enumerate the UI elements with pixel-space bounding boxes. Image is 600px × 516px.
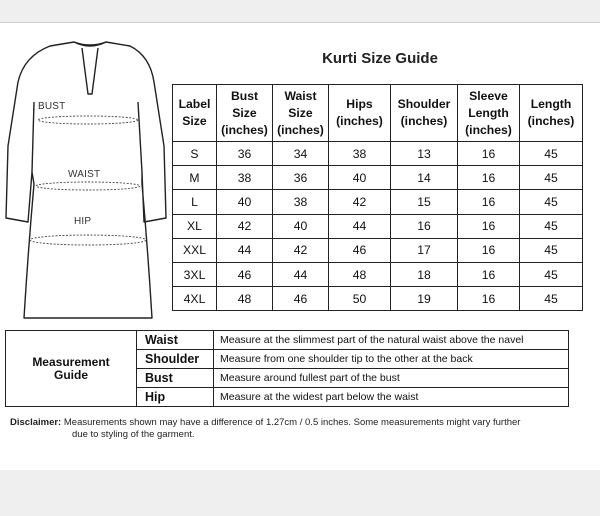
measurement-guide-table [5, 330, 569, 407]
shoulder-cell: 15 [391, 190, 458, 214]
header-waist: Waist Size (inches) [273, 85, 329, 142]
size-cell: XXL [173, 238, 217, 262]
sleeve-cell: 16 [458, 142, 520, 166]
hips-cell: 38 [329, 142, 391, 166]
hips-cell: 50 [329, 287, 391, 311]
sleeve-cell: 16 [458, 166, 520, 190]
table-row [173, 142, 583, 166]
table-row [173, 166, 583, 190]
length-cell: 45 [520, 262, 583, 286]
length-cell: 45 [520, 190, 583, 214]
waist-cell: 36 [273, 166, 329, 190]
bust-label: BUST [38, 101, 66, 112]
sleeve-cell: 16 [458, 238, 520, 262]
guide-key: Bust [137, 369, 214, 388]
size-table [172, 84, 583, 311]
shoulder-cell: 13 [391, 142, 458, 166]
bottom-bar [0, 470, 600, 516]
waist-cell: 42 [273, 238, 329, 262]
table-row [173, 214, 583, 238]
waist-cell: 38 [273, 190, 329, 214]
bust-cell: 38 [217, 166, 273, 190]
length-cell: 45 [520, 238, 583, 262]
guide-value: Measure at the widest part below the waist [214, 388, 569, 407]
shoulder-cell: 14 [391, 166, 458, 190]
shoulder-cell: 19 [391, 287, 458, 311]
header-bust: Bust Size (inches) [217, 85, 273, 142]
waist-cell: 46 [273, 287, 329, 311]
guide-key: Waist [137, 331, 214, 350]
bust-cell: 40 [217, 190, 273, 214]
table-row [173, 238, 583, 262]
sleeve-cell: 16 [458, 190, 520, 214]
size-cell: 3XL [173, 262, 217, 286]
guide-value: Measure around fullest part of the bust [214, 369, 569, 388]
hips-cell: 46 [329, 238, 391, 262]
table-row [173, 190, 583, 214]
bust-cell: 36 [217, 142, 273, 166]
guide-value: Measure at the slimmest part of the natural waist above the navel [214, 331, 569, 350]
size-cell: XL [173, 214, 217, 238]
bust-cell: 48 [217, 287, 273, 311]
guide-row [6, 331, 569, 350]
measurement-guide-label: Measurement Guide [6, 331, 137, 407]
size-cell: M [173, 166, 217, 190]
bust-cell: 44 [217, 238, 273, 262]
disclaimer-label: Disclaimer: [10, 417, 62, 428]
header-hips: Hips (inches) [329, 85, 391, 142]
length-cell: 45 [520, 166, 583, 190]
hips-cell: 44 [329, 214, 391, 238]
size-cell: L [173, 190, 217, 214]
disclaimer-line-2: due to styling of the garment. [72, 429, 195, 440]
sleeve-cell: 16 [458, 287, 520, 311]
shoulder-cell: 16 [391, 214, 458, 238]
size-cell: S [173, 142, 217, 166]
top-bar [0, 0, 600, 22]
bust-cell: 46 [217, 262, 273, 286]
waist-cell: 40 [273, 214, 329, 238]
disclaimer-line-1: Measurements shown may have a difference of 1.27cm / 0.5 inches. Some measurements might vary further [63, 417, 521, 428]
waist-cell: 44 [273, 262, 329, 286]
hips-cell: 42 [329, 190, 391, 214]
header-length: Length (inches) [520, 85, 583, 142]
header-shoulder: Shoulder (inches) [391, 85, 458, 142]
header-label-size: Label Size [173, 85, 217, 142]
length-cell: 45 [520, 214, 583, 238]
shoulder-cell: 18 [391, 262, 458, 286]
table-row [173, 262, 583, 286]
page-title: Kurti Size Guide [322, 50, 438, 67]
length-cell: 45 [520, 142, 583, 166]
header-sleeve-length: Sleeve Length (inches) [458, 85, 520, 142]
table-row [173, 287, 583, 311]
size-table-header [173, 85, 583, 142]
sleeve-cell: 16 [458, 262, 520, 286]
guide-key: Hip [137, 388, 214, 407]
waist-cell: 34 [273, 142, 329, 166]
bust-cell: 42 [217, 214, 273, 238]
hips-cell: 40 [329, 166, 391, 190]
length-cell: 45 [520, 287, 583, 311]
disclaimer [10, 417, 598, 441]
guide-key: Shoulder [137, 350, 214, 369]
size-cell: 4XL [173, 287, 217, 311]
shoulder-cell: 17 [391, 238, 458, 262]
hip-label: HIP [74, 216, 92, 227]
hips-cell: 48 [329, 262, 391, 286]
sleeve-cell: 16 [458, 214, 520, 238]
waist-label: WAIST [68, 169, 101, 180]
guide-value: Measure from one shoulder tip to the other at the back [214, 350, 569, 369]
